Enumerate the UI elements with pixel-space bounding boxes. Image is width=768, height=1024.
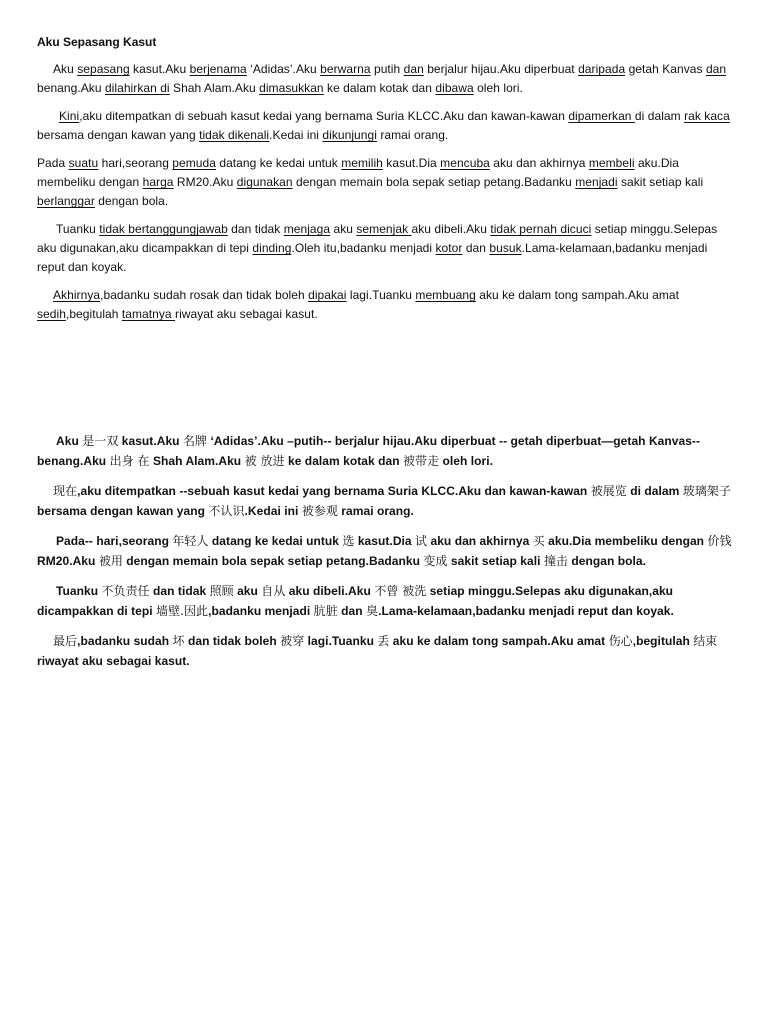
chinese-translation: 出身 在 bbox=[109, 454, 150, 468]
text-segment: dan tidak bbox=[149, 584, 210, 598]
text-segment: riwayat aku sebagai kasut. bbox=[175, 307, 318, 321]
underlined-word: tidak pernah dicuci bbox=[490, 222, 592, 236]
underlined-word: pemuda bbox=[172, 156, 216, 170]
chinese-translation: 照顾 bbox=[209, 584, 234, 598]
text-segment: putih bbox=[370, 62, 404, 76]
underlined-word: tidak dikenali bbox=[199, 128, 270, 142]
text-segment: ,badanku menjadi bbox=[208, 604, 314, 618]
chinese-translation: 年轻人 bbox=[172, 534, 209, 548]
text-segment: RM20.Aku bbox=[37, 554, 99, 568]
chinese-translation: 买 bbox=[532, 534, 545, 548]
underlined-word: digunakan bbox=[236, 175, 293, 189]
underlined-word: dan bbox=[705, 62, 727, 76]
text-segment: .Kedai ini bbox=[269, 128, 323, 142]
chinese-translation: 自从 bbox=[261, 584, 286, 598]
text-segment: Pada bbox=[37, 156, 69, 170]
text-segment: sakit setiap kali bbox=[447, 554, 544, 568]
section-gap bbox=[37, 333, 732, 431]
underlined-word: sepasang bbox=[77, 62, 130, 76]
chinese-paragraph-1 bbox=[37, 431, 732, 471]
chinese-translation: 被穿 bbox=[280, 634, 305, 648]
chinese-translation: 名牌 bbox=[182, 434, 208, 448]
text-segment: .Lama-kelamaan,badanku menjadi reput dan koyak. bbox=[37, 241, 708, 274]
text-segment: di dalam bbox=[626, 484, 683, 498]
text-segment: ‘Adidas’.Aku –putih-- berjalur hijau.Aku diperbuat -- getah diperbuat—getah Kanvas--benang.Aku bbox=[37, 434, 701, 468]
chinese-translation: 臭 bbox=[366, 604, 379, 618]
text-segment: di dalam bbox=[634, 109, 685, 123]
chinese-translation: 选 bbox=[342, 534, 355, 548]
text-segment: dengan memain bola sepak setiap petang.Badanku bbox=[122, 554, 424, 568]
underlined-word: busuk bbox=[489, 241, 522, 255]
text-segment: aku.Dia membeliku dengan bbox=[544, 534, 708, 548]
text-segment: aku dan akhirnya bbox=[489, 156, 589, 170]
underlined-word: berwarna bbox=[320, 62, 371, 76]
chinese-translation: 被用 bbox=[98, 554, 123, 568]
text-segment: .Lama-kelamaan,badanku menjadi reput dan koyak. bbox=[378, 604, 674, 618]
malay-essay bbox=[37, 60, 732, 324]
text-segment: kasut.Aku bbox=[129, 62, 190, 76]
text-segment: ,badanku sudah bbox=[77, 634, 173, 648]
text-segment: ,begitulah bbox=[65, 307, 122, 321]
chinese-annotated-essay bbox=[37, 431, 732, 671]
chinese-translation: 墙壁.因此 bbox=[156, 604, 209, 618]
text-segment: aku.Dia membeliku dengan bbox=[37, 156, 679, 189]
text-segment: ramai orang. bbox=[376, 128, 449, 142]
chinese-translation: 价钱 bbox=[707, 534, 732, 548]
text-segment: sakit setiap kali bbox=[617, 175, 704, 189]
text-segment: kasut.Dia bbox=[354, 534, 416, 548]
text-segment: Shah Alam.Aku bbox=[149, 454, 245, 468]
underlined-word: sedih bbox=[37, 307, 66, 321]
text-segment: aku dan akhirnya bbox=[427, 534, 533, 548]
chinese-translation: 试 bbox=[415, 534, 428, 548]
text-segment: ramai orang. bbox=[337, 504, 414, 518]
text-segment: dan bbox=[462, 241, 490, 255]
underlined-word: semenjak bbox=[356, 222, 412, 236]
document-title: Aku Sepasang Kasut bbox=[37, 35, 157, 49]
malay-paragraph-4 bbox=[37, 220, 732, 277]
chinese-translation: 坏 bbox=[172, 634, 185, 648]
text-segment: dengan bola. bbox=[94, 194, 169, 208]
text-segment: .Kedai ini bbox=[244, 504, 302, 518]
chinese-translation: 丢 bbox=[377, 634, 390, 648]
underlined-word: dipamerkan bbox=[568, 109, 635, 123]
text-segment: Pada-- hari,seorang bbox=[56, 534, 173, 548]
underlined-word: Akhirnya bbox=[53, 288, 101, 302]
underlined-word: menjaga bbox=[283, 222, 331, 236]
text-segment: Aku bbox=[56, 434, 83, 448]
underlined-word: dan bbox=[403, 62, 424, 76]
chinese-translation: 结束 bbox=[693, 634, 718, 648]
underlined-word: berjenama bbox=[189, 62, 247, 76]
text-segment: aku bbox=[330, 222, 357, 236]
text-segment: RM20.Aku bbox=[173, 175, 237, 189]
text-segment: lagi.Tuanku bbox=[304, 634, 378, 648]
text-segment: Shah Alam.Aku bbox=[169, 81, 260, 95]
chinese-translation: 肮脏 bbox=[313, 604, 338, 618]
underlined-word: daripada bbox=[578, 62, 626, 76]
underlined-word: dibawa bbox=[435, 81, 474, 95]
chinese-translation: 撞击 bbox=[543, 554, 568, 568]
malay-paragraph-5 bbox=[37, 286, 732, 324]
chinese-paragraph-5 bbox=[37, 631, 732, 671]
underlined-word: memilih bbox=[341, 156, 383, 170]
text-segment: aku dibeli.Aku bbox=[285, 584, 375, 598]
text-segment: lagi.Tuanku bbox=[346, 288, 416, 302]
chinese-translation: 不认识 bbox=[208, 504, 245, 518]
underlined-word: dikunjungi bbox=[322, 128, 377, 142]
text-segment: datang ke kedai untuk bbox=[215, 156, 342, 170]
text-segment: dengan memain bola sepak setiap petang.Badanku bbox=[292, 175, 576, 189]
text-segment: ,aku ditempatkan --sebuah kasut kedai yang bernama Suria KLCC.Aku dan kawan-kawan bbox=[77, 484, 591, 498]
underlined-word: tidak bertanggungjawab bbox=[99, 222, 228, 236]
underlined-word: mencuba bbox=[440, 156, 490, 170]
text-segment: aku bbox=[233, 584, 262, 598]
text-segment: aku ke dalam tong sampah.Aku amat bbox=[475, 288, 679, 302]
text-segment: dan bbox=[337, 604, 367, 618]
text-segment: getah Kanvas bbox=[625, 62, 706, 76]
text-segment: oleh lori. bbox=[473, 81, 523, 95]
underlined-word: dinding bbox=[252, 241, 292, 255]
underlined-word: membuang bbox=[415, 288, 476, 302]
malay-paragraph-1 bbox=[37, 60, 732, 98]
text-segment: Tuanku bbox=[56, 584, 102, 598]
text-segment: Aku bbox=[53, 62, 78, 76]
text-segment: dengan bola. bbox=[567, 554, 646, 568]
underlined-word: kotor bbox=[435, 241, 463, 255]
chinese-translation: 伤心 bbox=[608, 634, 633, 648]
malay-paragraph-3 bbox=[37, 154, 732, 211]
text-segment: setiap minggu.Selepas aku digunakan,aku dicampakkan di tepi bbox=[37, 584, 674, 618]
underlined-word: Kini bbox=[59, 109, 80, 123]
text-segment: ke dalam kotak dan bbox=[284, 454, 403, 468]
text-segment: dan tidak bbox=[227, 222, 284, 236]
underlined-word: suatu bbox=[68, 156, 99, 170]
chinese-translation: 不负责任 bbox=[101, 584, 150, 598]
text-segment: ,begitulah bbox=[632, 634, 694, 648]
text-segment: aku dibeli.Aku bbox=[411, 222, 491, 236]
text-segment: .Oleh itu,badanku menjadi bbox=[291, 241, 436, 255]
text-segment: bersama dengan kawan yang bbox=[37, 504, 209, 518]
text-segment: ke dalam kotak dan bbox=[323, 81, 436, 95]
chinese-translation: 是一双 bbox=[82, 434, 119, 448]
chinese-translation: 被参观 bbox=[301, 504, 338, 518]
chinese-paragraph-4 bbox=[37, 581, 732, 621]
chinese-translation: 现在 bbox=[53, 484, 78, 498]
underlined-word: rak kaca bbox=[684, 109, 730, 123]
text-segment: aku ke dalam tong sampah.Aku amat bbox=[389, 634, 609, 648]
underlined-word: tamatnya bbox=[121, 307, 176, 321]
text-segment: dan tidak boleh bbox=[184, 634, 281, 648]
text-segment: riwayat aku sebagai kasut. bbox=[37, 654, 190, 668]
underlined-word: membeli bbox=[588, 156, 635, 170]
underlined-word: berlanggar bbox=[37, 194, 95, 208]
text-segment: setiap minggu.Selepas aku digunakan,aku dicampakkan di tepi bbox=[37, 222, 718, 255]
chinese-translation: 玻璃架子 bbox=[682, 484, 731, 498]
text-segment: ‘Adidas’.Aku bbox=[246, 62, 321, 76]
underlined-word: dilahirkan di bbox=[104, 81, 170, 95]
text-segment: ,aku ditempatkan di sebuah kasut kedai yang bernama Suria KLCC.Aku dan kawan-kawan bbox=[79, 109, 569, 123]
chinese-translation: 变成 bbox=[423, 554, 448, 568]
malay-paragraph-2 bbox=[37, 107, 732, 145]
text-segment: kasut.Dia bbox=[382, 156, 441, 170]
underlined-word: dipakai bbox=[308, 288, 347, 302]
chinese-translation: 不曾 被洗 bbox=[374, 584, 427, 598]
underlined-word: menjadi bbox=[575, 175, 618, 189]
chinese-translation: 最后 bbox=[53, 634, 78, 648]
chinese-translation: 被展览 bbox=[590, 484, 627, 498]
underlined-word: dimasukkan bbox=[259, 81, 324, 95]
chinese-translation: 被 放进 bbox=[244, 454, 285, 468]
text-segment: berjalur hijau.Aku diperbuat bbox=[423, 62, 579, 76]
text-segment: bersama dengan kawan yang bbox=[37, 128, 200, 142]
text-segment: datang ke kedai untuk bbox=[208, 534, 343, 548]
text-segment: hari,seorang bbox=[98, 156, 173, 170]
text-segment: ,badanku sudah rosak dan tidak boleh bbox=[100, 288, 309, 302]
chinese-translation: 被带走 bbox=[402, 454, 440, 468]
text-segment: oleh lori. bbox=[439, 454, 494, 468]
text-segment: kasut.Aku bbox=[118, 434, 183, 448]
text-segment: Tuanku bbox=[56, 222, 100, 236]
chinese-paragraph-2 bbox=[37, 481, 732, 521]
chinese-paragraph-3 bbox=[37, 531, 732, 571]
underlined-word: harga bbox=[142, 175, 174, 189]
text-segment: benang.Aku bbox=[37, 81, 105, 95]
